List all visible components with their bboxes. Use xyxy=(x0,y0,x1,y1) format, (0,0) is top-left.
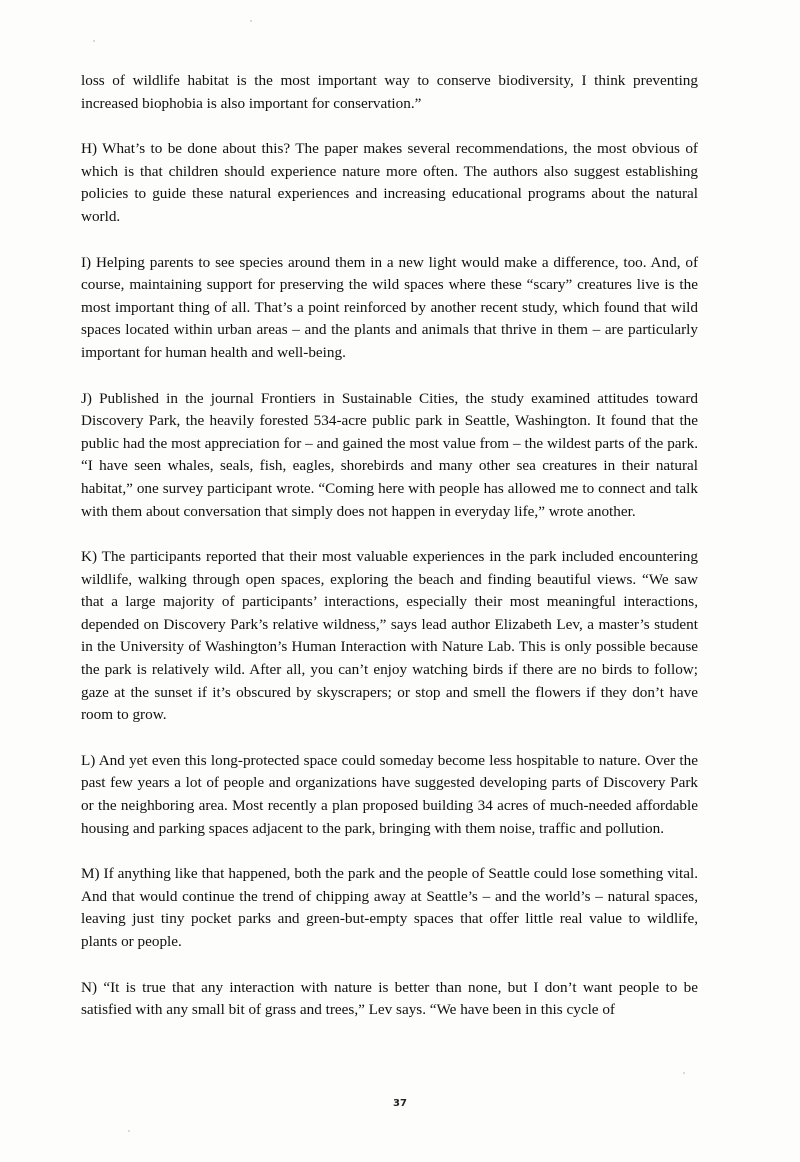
scan-speck xyxy=(93,40,95,42)
scan-speck xyxy=(683,1072,685,1074)
paragraph-k: K) The participants reported that their most valuable experiences in the park included encountering wildlife, walking through open spaces, exploring the beach and finding beautiful views. “We saw that a large majority of participants’ interactions, especially their most meaningful interactions, depended on Discovery Park’s relative wildness,” says lead author Elizabeth Lev, a master’s student in the University of Washington’s Human Interaction with Nature Lab. This is only possible because the park is relatively wild. After all, you can’t enjoy watching birds if there are no birds to follow; gaze at the sunset if it’s obscured by skyscrapers; or stop and smell the flowers if they don’t have room to grow. xyxy=(81,548,698,724)
document-body xyxy=(81,70,698,1045)
paragraph-j: J) Published in the journal Frontiers in Sustainable Cities, the study examined attitudes toward Discovery Park, the heavily forested 534-acre public park in Seattle, Washington. It found that the public had the most appreciation for – and gained the most value from – the wildest parts of the park. “I have seen whales, seals, fish, eagles, shorebirds and many other sea creatures in their natural habitat,” one survey participant wrote. “Coming here with people has allowed me to connect and talk with them about conversation that simply does not happen in everyday life,” wrote another. xyxy=(81,389,698,520)
paragraph-continued: loss of wildlife habitat is the most important way to conserve biodiversity, I think preventing increased biophobia is also important for conservation.” xyxy=(81,72,698,112)
paragraph-l: L) And yet even this long-protected space could someday become less hospitable to nature. Over the past few years a lot of people and organizations have suggested developing parts of Discovery Park or the neighboring area. Most recently a plan proposed building 34 acres of much-needed affordable housing and parking spaces adjacent to the park, bringing with them noise, traffic and pollution. xyxy=(81,751,698,837)
paragraph-h: H) What’s to be done about this? The paper makes several recommendations, the most obvious of which is that children should experience nature more often. The authors also suggest establishing policies to guide these natural experiences and increasing educational programs about the natural world. xyxy=(81,140,698,225)
paragraph-n: N) “It is true that any interaction with nature is better than none, but I don’t want people to be satisfied with any small bit of grass and trees,” Lev says. “We have been in this cycle of xyxy=(81,978,698,1019)
paragraph-m: M) If anything like that happened, both the park and the people of Seattle could lose something vital. And that would continue the trend of chipping away at Seattle’s – and the world’s – natural spaces, leaving just tiny pocket parks and green-but-empty spaces that offer little real value to wildlife, plants or people. xyxy=(81,865,698,950)
page-number: 37 xyxy=(393,1098,407,1109)
scan-speck xyxy=(250,20,252,22)
paragraph-i: I) Helping parents to see species around them in a new light would make a difference, too. And, of course, maintaining support for preserving the wild spaces where these “scary” creatures live is the most important thing of all. That’s a point reinforced by another recent study, which found that wild spaces located within urban areas – and the plants and animals that thrive in them – are particularly important for human health and well-being. xyxy=(81,253,698,361)
scan-speck xyxy=(128,1130,130,1132)
